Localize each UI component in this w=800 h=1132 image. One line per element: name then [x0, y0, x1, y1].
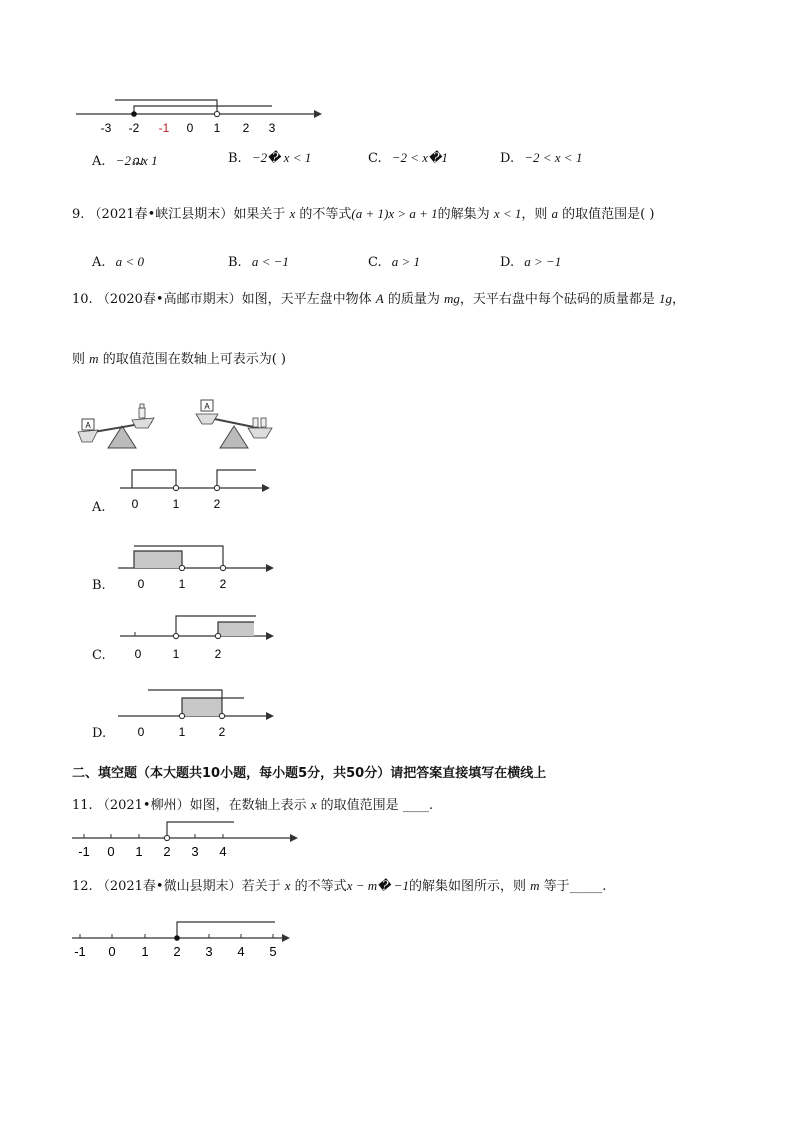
tick-label: 1	[172, 497, 180, 511]
tick-label: 1	[172, 647, 180, 661]
answer-blank[interactable]: ____.	[402, 798, 433, 813]
q10-option-a[interactable]	[92, 500, 106, 515]
q10-option-b[interactable]	[92, 578, 106, 593]
option-letter: B.	[228, 151, 242, 166]
answer-blank[interactable]: _____.	[569, 879, 607, 894]
option-letter: D.	[500, 255, 515, 270]
q12-number-line	[70, 914, 310, 960]
tick-label: -1	[78, 844, 90, 859]
q10-option-d[interactable]	[92, 726, 106, 741]
q8-tick: -1	[158, 121, 170, 135]
answer-paren: ( )	[271, 352, 286, 367]
question-source: （2021春•微山县期末）	[96, 879, 242, 894]
q11-stem	[72, 794, 433, 813]
inequality: (a + 1)x > a + 1	[351, 206, 438, 221]
option-letter: B.	[228, 255, 242, 270]
question-number: 11.	[72, 798, 93, 813]
tick-label: 4	[237, 944, 245, 959]
stem-text: 若关于	[241, 879, 281, 894]
object-label: A	[85, 421, 91, 430]
tick-label: 5	[269, 944, 277, 959]
tick-label: 1	[178, 577, 186, 591]
solution-set: x < 1	[493, 206, 522, 221]
var-a: a	[551, 206, 559, 221]
option-expr: a > 1	[391, 254, 421, 269]
tick-label: 2	[218, 725, 226, 739]
tick-label: 2	[219, 577, 227, 591]
q10-option-b-number-line[interactable]	[116, 542, 286, 592]
tick-label: 0	[134, 647, 142, 661]
stem-text: 的取值范围是	[320, 798, 399, 813]
unit-1g: 1g	[659, 291, 673, 306]
q8-tick: -2	[128, 121, 140, 135]
tick-label: 1	[135, 844, 143, 859]
q9-option-b[interactable]	[228, 254, 289, 270]
option-letter: D.	[500, 151, 515, 166]
question-source: （2021•柳州）	[96, 798, 190, 813]
tick-label: 2	[214, 647, 222, 661]
option-letter: A.	[92, 255, 106, 270]
q8-tick: 3	[268, 121, 276, 135]
balance-scale-right	[196, 400, 272, 448]
q9-stem	[72, 203, 654, 222]
stem-text: ，则	[521, 207, 548, 222]
option-expr: a < 0	[115, 254, 144, 269]
tick-label: 3	[205, 944, 213, 959]
answer-paren: ( )	[640, 207, 655, 222]
var-m: m	[89, 351, 99, 366]
stem-text: 的取值范围在数轴上可表示为	[102, 352, 272, 367]
q8-option-a[interactable]	[92, 150, 158, 171]
question-source: （2021春•峡江县期末）	[88, 207, 234, 222]
tick-label: 2	[163, 844, 171, 859]
mass-mg: mg	[444, 291, 460, 306]
q8-number-line	[70, 90, 330, 140]
q11-number-line	[70, 816, 310, 860]
stem-text: 如图，天平左盘中物体	[241, 292, 372, 307]
tick-label: 3	[191, 844, 199, 859]
q9-option-a[interactable]	[92, 254, 144, 270]
stem-text: 等于	[543, 879, 570, 894]
stem-text: 则	[72, 352, 86, 367]
question-source: （2020春•高邮市期末）	[96, 292, 242, 307]
option-letter: D.	[92, 726, 107, 741]
option-letter: C.	[368, 255, 382, 270]
section-heading: 二、填空题（本大题共10小题，每小题5分，共50分）请把答案直接填写在横线上	[72, 766, 547, 781]
tick-label: 2	[173, 944, 181, 959]
var-m: m	[530, 878, 540, 893]
option-expr: −2 < x < 1	[524, 150, 583, 165]
var-A: A	[375, 291, 384, 306]
q8-tick: 1	[213, 121, 221, 135]
tick-label: 0	[108, 944, 116, 959]
object-label: A	[204, 402, 210, 411]
stem-text: 的取值范围是	[562, 207, 641, 222]
stem-text: 的不等式	[294, 879, 347, 894]
q8-option-d[interactable]	[500, 150, 582, 166]
balance-scale-left	[78, 404, 154, 448]
stem-text: ，天平右盘中每个砝码的质量都是	[459, 292, 655, 307]
option-expr: a < −1	[251, 254, 289, 269]
var-x: x	[289, 206, 296, 221]
balance-scales-figure	[72, 396, 282, 456]
option-expr: a > −1	[524, 254, 562, 269]
q10-option-c[interactable]	[92, 648, 106, 663]
question-number: 10.	[72, 292, 93, 307]
stem-text: ，	[672, 292, 686, 307]
tick-label: 0	[137, 725, 145, 739]
option-letter: A.	[92, 500, 106, 515]
q8-option-b[interactable]	[228, 150, 311, 166]
q9-option-d[interactable]	[500, 254, 561, 270]
q8-option-c[interactable]	[368, 150, 448, 166]
option-expr: −2ฌx 1	[115, 153, 158, 168]
q8-tick: -3	[100, 121, 112, 135]
option-expr: −2 < x�1	[391, 150, 448, 165]
q10-option-d-number-line[interactable]	[116, 684, 286, 738]
var-x: x	[310, 797, 317, 812]
stem-text: 如图，在数轴上表示	[189, 798, 307, 813]
q10-option-c-number-line[interactable]	[116, 612, 286, 662]
q12-stem	[72, 875, 606, 894]
tick-label: 0	[131, 497, 139, 511]
option-expr: −2� x < 1	[251, 150, 312, 165]
option-letter: A.	[92, 154, 106, 169]
tick-label: -1	[74, 944, 86, 959]
stem-text: 的质量为	[387, 292, 440, 307]
tick-label: 4	[219, 844, 227, 859]
question-number: 9.	[72, 207, 85, 222]
var-x: x	[284, 878, 291, 893]
option-letter: C.	[92, 648, 106, 663]
option-letter: B.	[92, 578, 106, 593]
stem-text: 的不等式	[299, 207, 352, 222]
stem-text: 如果关于	[233, 207, 286, 222]
inequality: x − m� −1	[346, 878, 409, 893]
tick-label: 2	[213, 497, 221, 511]
tick-label: 1	[141, 944, 149, 959]
q8-tick: 2	[242, 121, 250, 135]
q8-tick: 0	[186, 121, 194, 135]
q10-option-a-number-line[interactable]	[116, 466, 276, 516]
stem-text: 的解集如图所示，则	[408, 879, 526, 894]
q10-stem-line1	[72, 288, 685, 307]
tick-label: 0	[107, 844, 115, 859]
tick-label: 1	[178, 725, 186, 739]
stem-text: 的解集为	[437, 207, 490, 222]
option-letter: C.	[368, 151, 382, 166]
tick-label: 0	[137, 577, 145, 591]
q10-stem-line2	[72, 348, 286, 367]
q9-option-c[interactable]	[368, 254, 420, 270]
question-number: 12.	[72, 879, 93, 894]
